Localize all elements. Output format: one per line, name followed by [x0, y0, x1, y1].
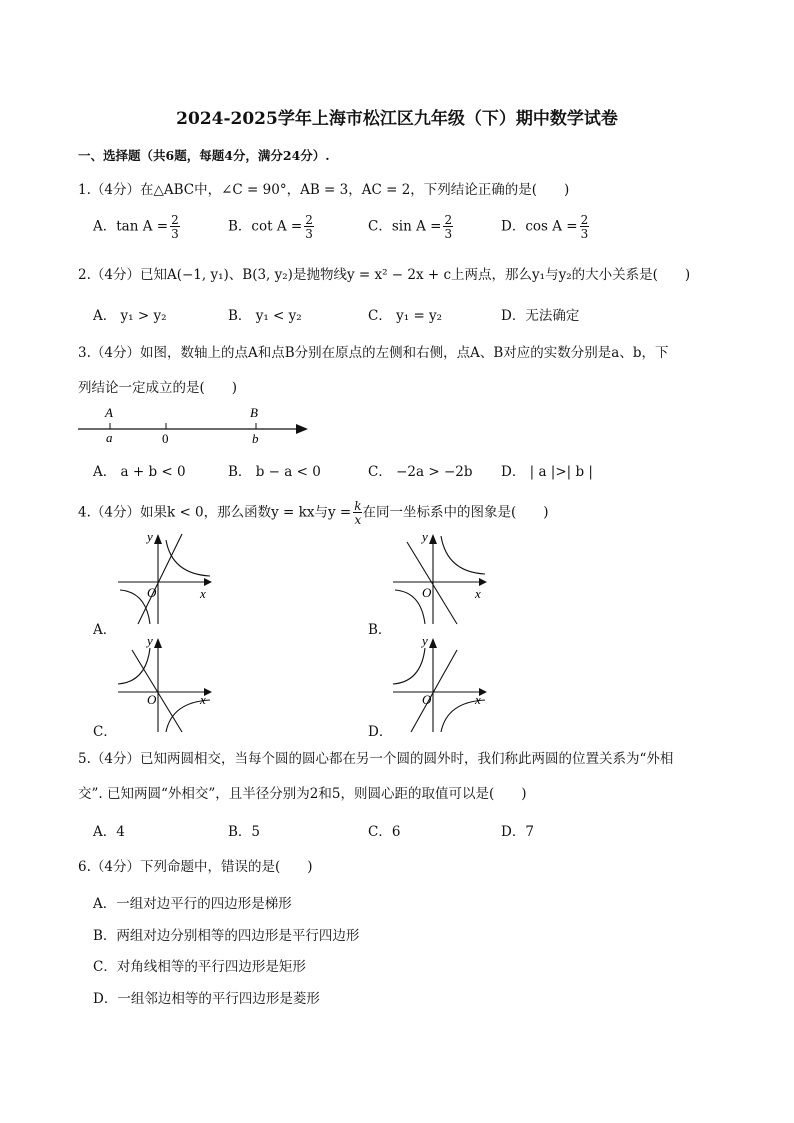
graph-a: [110, 528, 220, 630]
question-5-stem-line-1: 5.（4分）已知两圆相交，当每个圆的圆心都在另一个圆的圆外时，我们称此两圆的位置关系为“外相: [78, 751, 674, 767]
question-4-option-d: D．: [368, 724, 393, 740]
question-3-option-b: B． b − a < 0: [228, 464, 321, 480]
hyperbola-branch-1: [441, 536, 485, 574]
question-5-option-d: D．7: [501, 824, 534, 840]
graph-c: [110, 632, 220, 734]
svg-text:x: x: [200, 692, 206, 707]
question-3-option-a: A． a + b < 0: [93, 464, 186, 480]
question-1-option-d: D．cos A = $\frac{2}{3}$: [501, 213, 589, 241]
hyperbola-branch-1: [166, 540, 210, 576]
question-2-stem: 2.（4分）已知A(−1, y₁)、B(3, y₂)是抛物线y = x² − 2x + c上两点，那么y₁与y₂的大小关系是( ): [78, 267, 691, 283]
question-2-option-b: B． y₁ < y₂: [228, 308, 302, 324]
question-4-option-a: A．: [93, 622, 117, 638]
hyperbola-branch-2: [395, 590, 425, 624]
svg-text:x: x: [475, 586, 481, 601]
number-line-arrow: [296, 424, 308, 434]
value-a-label: a: [106, 430, 113, 445]
question-1-option-a: A．tan A = $\frac{2}{3}$: [93, 213, 179, 241]
question-2-option-d: D．无法确定: [501, 308, 580, 324]
svg-text:O: O: [147, 585, 157, 600]
question-3-stem-line-2: 列结论一定成立的是( ): [78, 380, 238, 396]
point-a-label: A: [105, 405, 113, 420]
graph-b: [385, 528, 495, 630]
svg-text:O: O: [422, 585, 432, 600]
question-3-option-c: C． −2a > −2b: [368, 464, 473, 480]
question-6-option-c: C．对角线相等的平行四边形是矩形: [93, 959, 306, 975]
line-graph: [138, 534, 182, 624]
svg-text:O: O: [422, 692, 432, 707]
question-6-option-b: B．两组对边分别相等的四边形是平行四边形: [93, 928, 360, 944]
svg-text:x: x: [200, 586, 206, 601]
question-6-stem: 6.（4分）下列命题中，错误的是( ): [78, 859, 313, 875]
question-1-stem: 1.（4分）在△ABC中，∠C = 90°，AB = 3，AC = 2，下列结论正确的是( ): [78, 182, 570, 198]
value-zero-label: 0: [162, 431, 169, 446]
question-5-option-a: A．4: [93, 824, 125, 840]
line-graph: [407, 542, 457, 624]
question-4-option-b: B．: [368, 622, 392, 638]
question-6-option-a: A．一组对边平行的四边形是梯形: [93, 896, 292, 912]
question-2-option-c: C． y₁ = y₂: [368, 308, 443, 324]
value-b-label: b: [252, 431, 259, 446]
svg-text:O: O: [147, 692, 157, 707]
question-6-option-d: D．一组邻边相等的平行四边形是菱形: [93, 991, 320, 1007]
question-5-option-c: C．6: [368, 824, 401, 840]
question-4-stem: 4.（4分）如果k < 0，那么函数y = kx与y = $\frac{k}{x}$ 在同一坐标系中的图象是( ): [78, 499, 549, 527]
hyperbola-branch-1: [393, 648, 425, 684]
hyperbola-branch-2: [120, 590, 150, 624]
svg-text:x: x: [475, 692, 481, 707]
svg-text:y: y: [422, 529, 428, 544]
page-title: 2024-2025学年上海市松江区九年级（下）期中数学试卷: [176, 109, 618, 129]
line-graph: [132, 650, 182, 732]
svg-text:y: y: [422, 633, 428, 648]
question-5-stem-line-2: 交”. 已知两圆“外相交”，且半径分别为2和5，则圆心距的取值可以是( ): [78, 786, 527, 802]
point-b-label: B: [250, 405, 258, 420]
question-1-option-c: C．sin A = $\frac{2}{3}$: [368, 213, 453, 241]
question-2-option-a: A． y₁ > y₂: [93, 308, 167, 324]
question-3-option-d: D． | a |>| b |: [501, 464, 593, 480]
section-heading: 一、选择题（共6题，每题4分，满分24分）.: [78, 148, 330, 163]
svg-text:y: y: [147, 633, 153, 648]
svg-text:y: y: [147, 529, 153, 544]
question-5-option-b: B．5: [228, 824, 261, 840]
question-3-stem-line-1: 3.（4分）如图，数轴上的点A和点B分别在原点的左侧和右侧，点A、B对应的实数分别是a、b，下: [78, 345, 669, 361]
graph-d: [385, 632, 495, 734]
question-1-option-b: B．cot A = $\frac{2}{3}$: [228, 213, 313, 241]
number-line-figure: [70, 402, 320, 450]
line-graph: [411, 650, 457, 732]
question-4-option-c: C．: [93, 724, 117, 740]
